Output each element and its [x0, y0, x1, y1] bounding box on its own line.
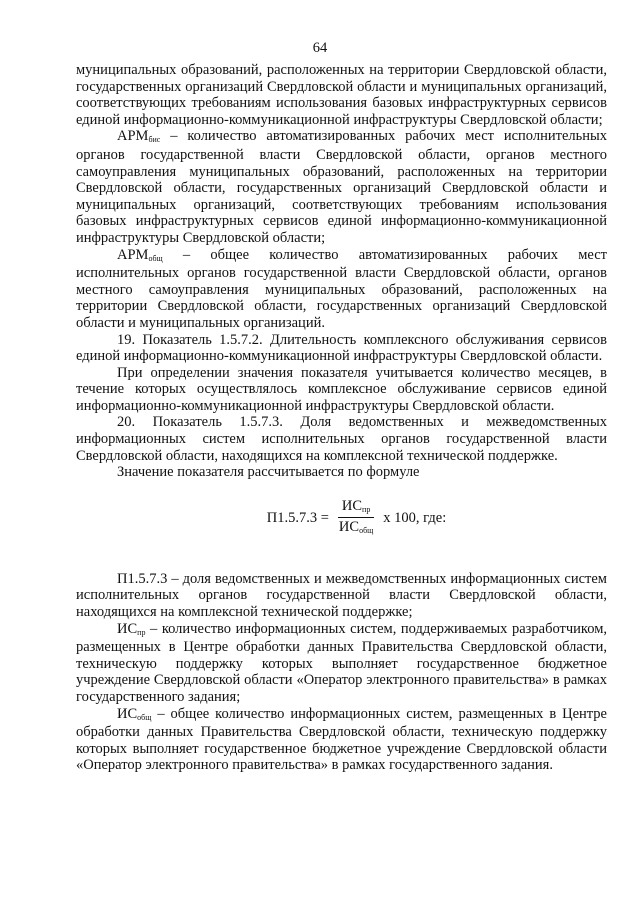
formula-numerator [338, 498, 374, 518]
page-number: 64 [312, 40, 328, 56]
document-body [76, 62, 607, 774]
paragraph-arm-obsch-definition [76, 247, 607, 332]
paragraph-formula-intro: Значение показателя рассчитывается по формуле [117, 464, 420, 481]
formula-tail: x 100, где: [383, 509, 447, 526]
formula [106, 485, 607, 551]
subscript-obsch: общ [137, 712, 152, 722]
definition-text: – общее количество автоматизированных рабочих мест исполнительных органов государственной власти Свердловской области, органов местного самоуправления муниципальных образований, расположенных на территории Свердловской области, государственных организаций Свердловской области и муниципальных организаций. [76, 246, 607, 331]
paragraph-arm-bis-definition [76, 128, 607, 246]
subscript-bis: бис [148, 135, 161, 145]
paragraph-indicator-19-method: При определении значения показателя учитывается количество месяцев, в течение которых осуществлялось комплексное обслуживание сервисов единой информационно-коммуникационной инфраструктуры Свердловской области. [76, 364, 607, 414]
paragraph-continuation: муниципальных образований, расположенных на территории Свердловской области, государственных организаций Свердловской области и муниципальных организаций, соответствующих требованиям использования базовых инфраструктурных сервисов единой информационно-коммуникационной инфраструктуры Свердловской области; [76, 62, 607, 128]
subscript-pr: пр [137, 627, 146, 637]
definition-text: – общее количество информационных систем, размещенных в Центре обработки данных Правительства Свердловской области, техническую поддержку которых выполняет государственное бюджетное учреждение Свердловской области «Оператор электронного правительства» в рамках государственного задания. [76, 705, 607, 774]
paragraph-indicator-19: 19. Показатель 1.5.7.2. Длительность комплексного обслуживания сервисов единой информационно-коммуникационной инфраструктуры Свердловской области. [76, 331, 607, 365]
denominator-subscript: общ [359, 526, 374, 536]
definition-text: – количество информационных систем, поддерживаемых разработчиком, размещенных в Центре обработки данных Правительства Свердловской области, техническую поддержку которых выполняет государственное бюджетное учреждение Свердловской области «Оператор электронного правительства» в рамках государственного задания; [76, 620, 607, 705]
numerator-subscript: пр [362, 505, 371, 515]
paragraph-p1573-definition: П1.5.7.3 – доля ведомственных и межведомственных информационных систем исполнительных органов государственной власти Свердловской области, находящихся на комплексной технической поддержке; [76, 570, 607, 621]
symbol-arm: АРМ [117, 246, 149, 263]
symbol-arm: АРМ [117, 128, 149, 145]
definition-text: – количество автоматизированных рабочих мест исполнительных органов государственной власти Свердловской области, органов местного самоуправления муниципальных образований, расположенных на территории Свердловской области, государственных организаций Свердловской области и муниципальных организаций, соответствующих требованиям использования базовых инфраструктурных сервисов единой информационно-коммуникационной инфраструктуры Свердловской области; [76, 128, 607, 246]
paragraph-is-pr-definition [76, 621, 607, 706]
numerator-symbol: ИС [341, 498, 363, 515]
formula-denominator [335, 518, 377, 537]
symbol-is: ИС [117, 705, 138, 722]
formula-fraction [335, 498, 377, 537]
denominator-symbol: ИС [338, 519, 360, 536]
subscript-obsch: общ [148, 253, 163, 263]
formula-lhs: П1.5.7.3 = [266, 509, 329, 526]
paragraph-is-obsch-definition [76, 706, 607, 774]
symbol-is: ИС [117, 620, 138, 637]
paragraph-indicator-20: 20. Показатель 1.5.7.3. Доля ведомственных и межведомственных информационных систем исполнительных органов государственной власти Свердловской области, находящихся на комплексной технической поддержке. [76, 414, 607, 464]
